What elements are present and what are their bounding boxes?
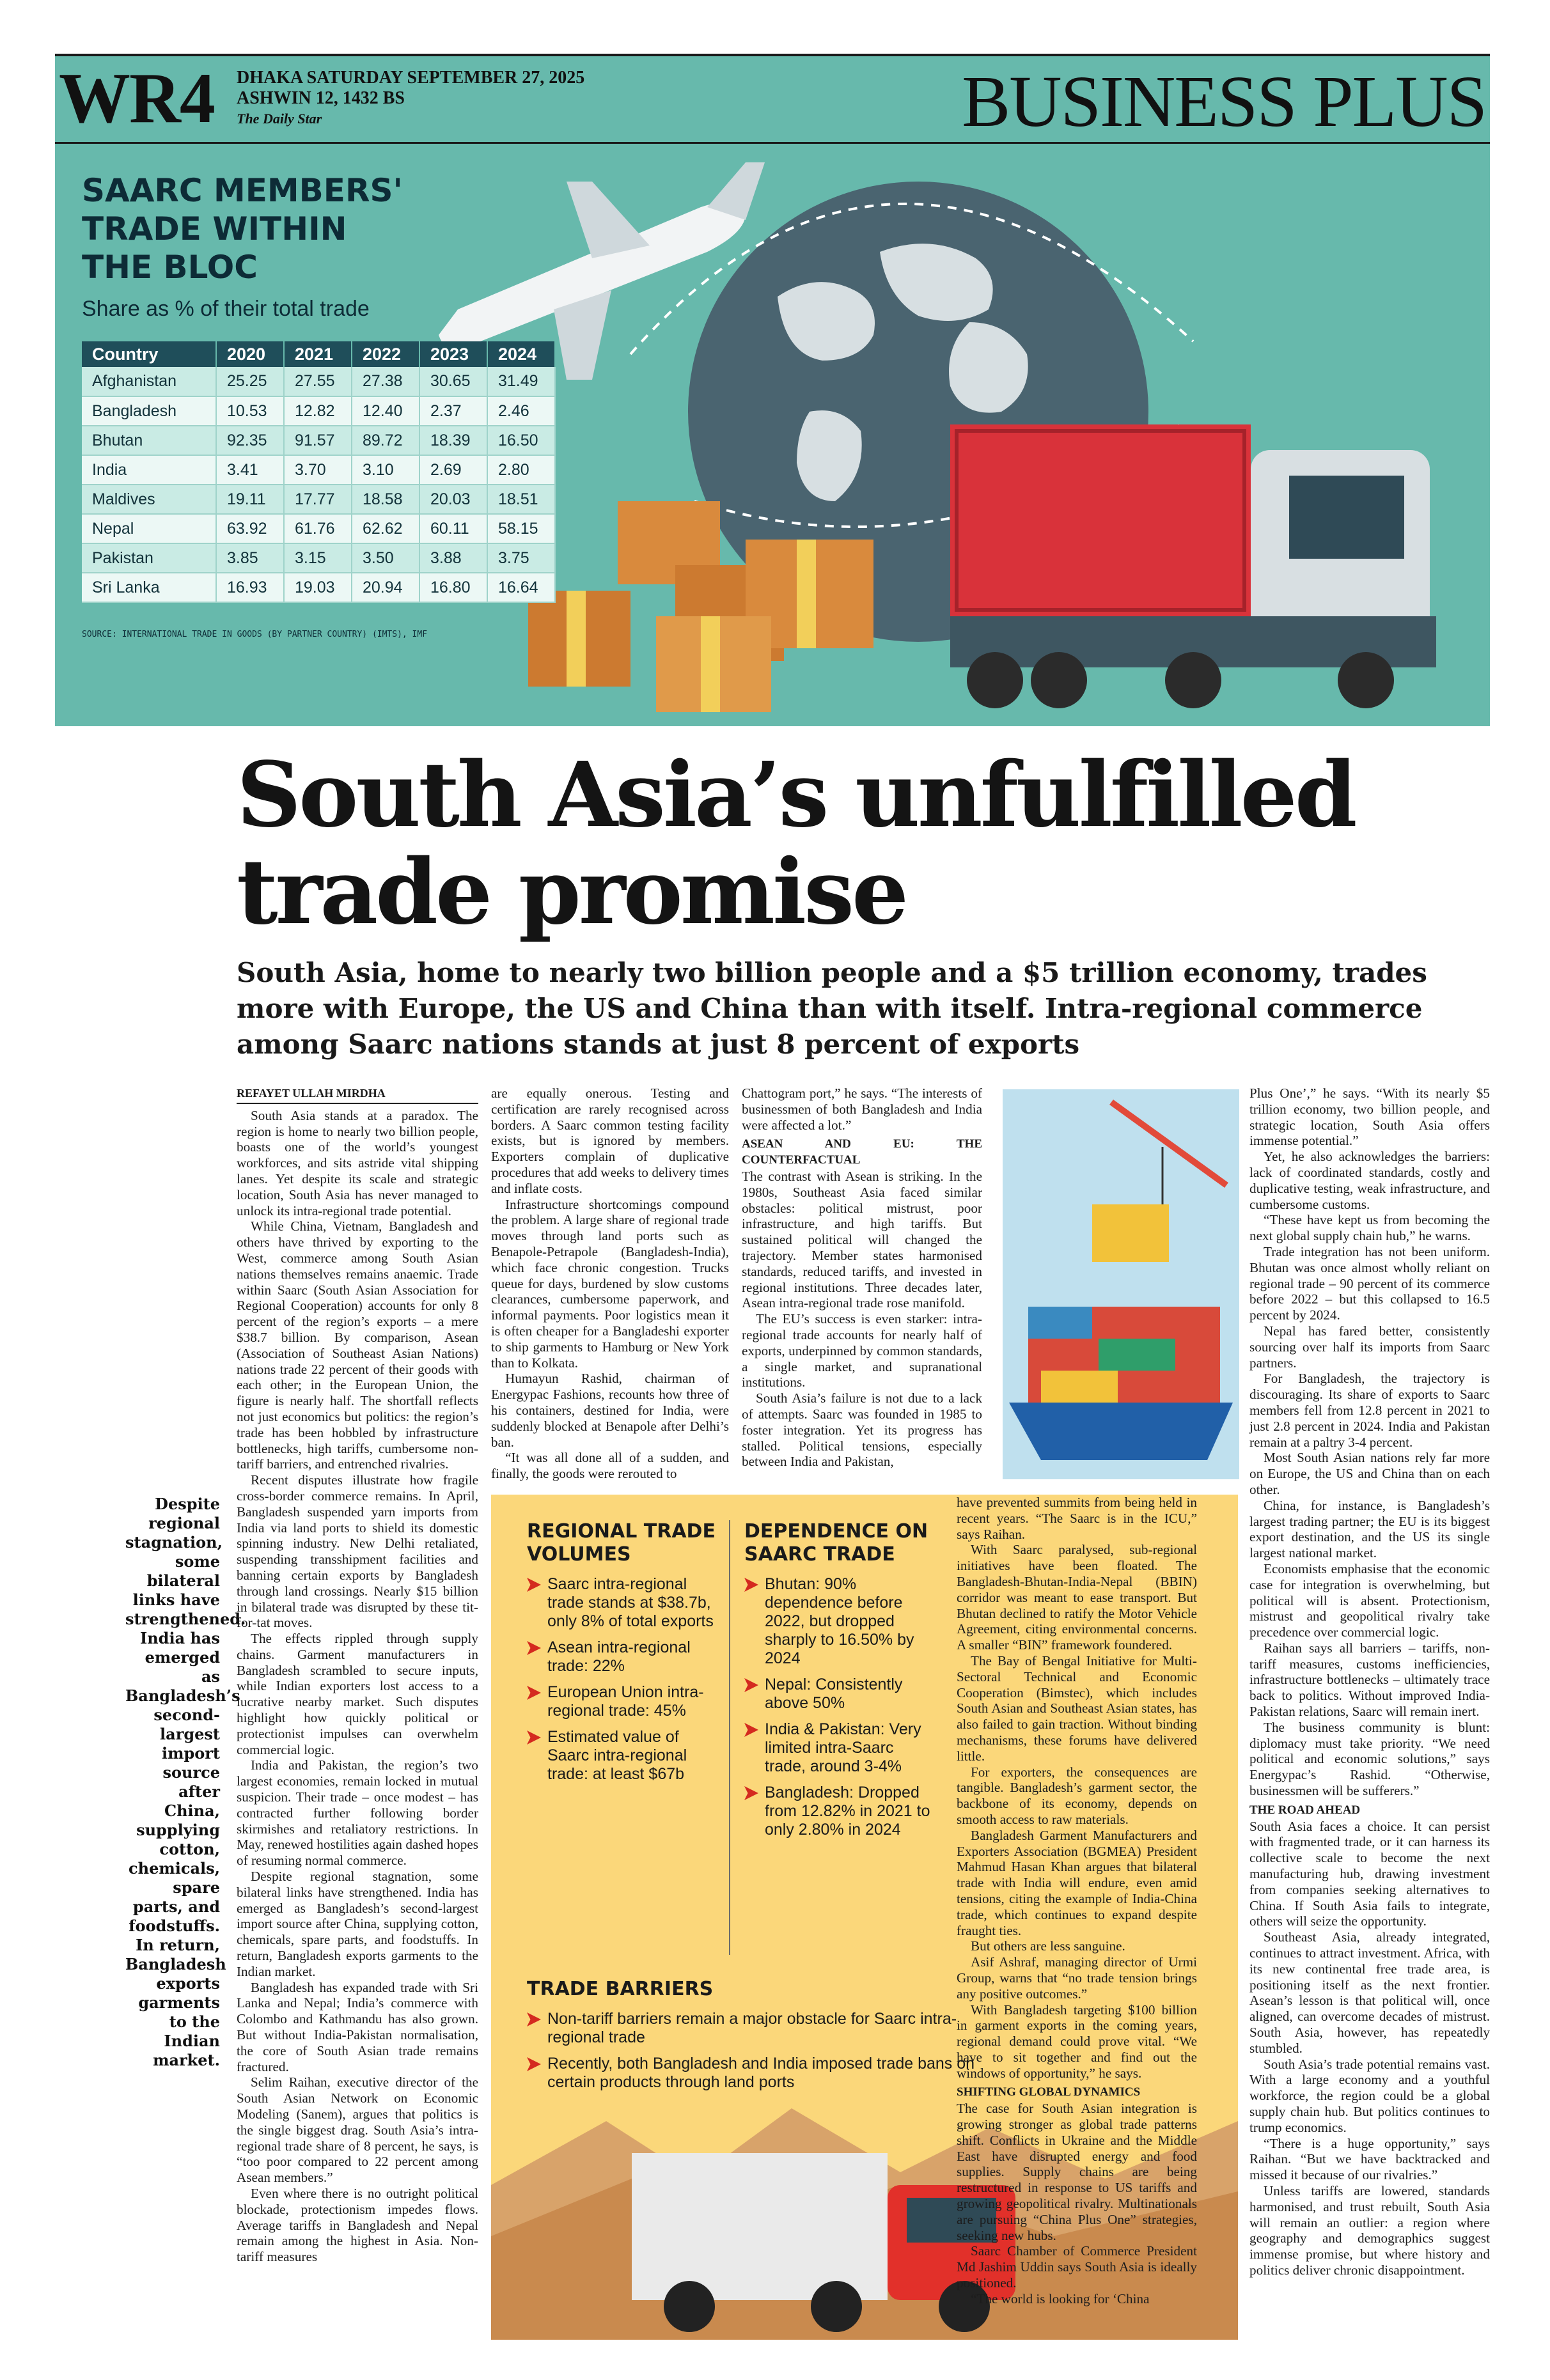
paragraph: Southeast Asia, already integrated, continues to attract investment. Africa, with its new continental free trade area, is positioning itself as the next frontier. Asean’s lesson is that political will, once aligned, can overcome decades of mistrust. South Asia, however, has repeatedly stumbled. (1249, 1929, 1490, 2056)
truck-icon (950, 424, 1436, 708)
paragraph: “There is a huge opportunity,” says Raihan. “But we have backtracked and missed it because of our rivalries.” (1249, 2135, 1490, 2183)
table-cell: 16.93 (216, 573, 284, 602)
list-item-text: Saarc intra-regional trade stands at $38.7b, only 8% of total exports (547, 1575, 714, 1630)
divider (729, 1520, 730, 1955)
paper-name: The Daily Star (237, 111, 322, 127)
paragraph: The case for South Asian integration is growing stronger as global trade patterns shift. Conflicts in Ukraine and the Middle East have disrupted energy and food supplies. Supply chains are being restructured in response to US tariffs and growing geopolitical rivalry. Multinationals are pursuing “China Plus One” strategies, seeking new hubs. (957, 2101, 1197, 2243)
list-item (527, 1638, 719, 1676)
arrow-icon (527, 1686, 541, 1700)
table-cell: 2.46 (487, 396, 555, 426)
article-headline: South Asia’s unfulfilled trade promise (237, 743, 1355, 945)
paragraph: For exporters, the consequences are tangible. Bangladesh’s garment sector, the backbone of its economy, depends on smooth access to raw materials. (957, 1764, 1197, 1827)
column-header: 2024 (487, 341, 555, 367)
table-row (82, 455, 555, 485)
table-cell: 25.25 (216, 367, 284, 396)
section-title: BUSINESS PLUS (962, 61, 1486, 142)
paragraph: Recent disputes illustrate how fragile cross-border commerce remains. In April, Bangladesh suspended yarn imports from India via land ports to shield its domestic spinning industry. New Delhi retaliated, suspending transshipment facilities and banning certain exports by Bangladesh through land crossings. Nearly $15 billion in bilateral trade was disrupted by these tit-for-tat moves. (237, 1472, 478, 1631)
paragraph: The effects rippled through supply chains. Garment manufacturers in Bangladesh scrambled to secure inputs, while Indian exporters lost access to a lucrative nearby market. Such disputes highlight how quickly political or protectionist impulses can overwhelm commercial logic. (237, 1631, 478, 1757)
paragraph: The business community is blunt: diplomacy must take priority. “We need political and economic solutions,” says Energypac’s Rashid. “Otherwise, businessmen will be sufferers.” (1249, 1719, 1490, 1799)
paragraph: Nepal has fared better, consistently sourcing over half its imports from Saarc partners. (1249, 1323, 1490, 1371)
paragraph: Plus One’,” he says. “With its nearly $5 trillion economy, two billion people, and strategic location, South Asia offers immense potential.” (1249, 1085, 1490, 1149)
paragraph: Bangladesh Garment Manufacturers and Exporters Association (BGMEA) President Mahmud Hasan Khan argues that bilateral trade with India will endure, even amid tensions, citing the example of India-China trade, which continues to expand despite fraught ties. (957, 1827, 1197, 1938)
table-cell: 20.03 (419, 485, 487, 514)
masthead-rule-bottom (55, 142, 1490, 144)
paragraph: With Bangladesh targeting $100 billion in garment exports in the coming years, regional demand could prove vital. “We have to sit together and find out the windows of opportunity,” he says. (957, 2002, 1197, 2081)
paragraph: For Bangladesh, the trajectory is discouraging. Its share of exports to Saarc members fell from 12.8 percent in 2021 to just 2.8 percent in 2024. India and Pakistan remain at a paltry 3-4 percent. (1249, 1371, 1490, 1450)
paragraph: The contrast with Asean is striking. In the 1980s, Southeast Asia faced similar obstacles: political mistrust, poor infrastructure, and high tariffs. But sustained political will changed the trajectory. Member states harmonised standards, reduced tariffs, and invested in regional institutions. Three decades later, Asean intra-regional trade rose manifold. (742, 1168, 982, 1311)
table-cell: 12.82 (284, 396, 352, 426)
table-title: SAARC MEMBERS' TRADE WITHIN THE BLOC (82, 172, 403, 286)
table-cell: Pakistan (82, 543, 216, 573)
dependence-title: DEPENDENCE ON SAARC TRADE (744, 1520, 928, 1566)
byline: REFAYET ULLAH MIRDHA (237, 1085, 478, 1104)
paragraph: Infrastructure shortcomings compound the problem. A large share of regional trade moves through land ports such as Benapole-Petrapole (Bangladesh-India), which face chronic congestion. Trucks queue for days, burdened by slow customs clearances, cumbersome paperwork, and informal payments. Poor logistics mean it is often cheaper for a Bangladeshi exporter to ship garments to Hamburg or New York than to Kolkata. (491, 1196, 729, 1371)
paragraph: But others are less sanguine. (971, 1938, 1125, 1954)
table-cell: 16.50 (487, 426, 555, 455)
paragraph: “The world is looking for ‘China (971, 2291, 1150, 2306)
paragraph: Economists emphasise that the economic case for integration is overwhelming, but political will is absent. Protectionism, mistrust and geopolitical rivalry take precedence over commercial logic. (1249, 1560, 1490, 1640)
table-cell: 3.85 (216, 543, 284, 573)
body-column-3 (742, 1085, 982, 1470)
table-cell: 16.64 (487, 573, 555, 602)
list-item-text: Bhutan: 90% dependence before 2022, but dropped sharply to 16.50% by 2024 (765, 1575, 914, 1667)
table-row (82, 426, 555, 455)
table-cell: 3.70 (284, 455, 352, 485)
table-cell: 89.72 (352, 426, 419, 455)
arrow-icon (527, 1731, 541, 1745)
list-item-text: Bangladesh: Dropped from 12.82% in 2021 to only 2.80% in 2024 (765, 1784, 930, 1839)
table-cell: 3.88 (419, 543, 487, 573)
table-cell: 18.39 (419, 426, 487, 455)
table-cell: 18.51 (487, 485, 555, 514)
saarc-trade-table (82, 341, 556, 603)
table-cell: 63.92 (216, 514, 284, 543)
paragraph: Chattogram port,” he says. “The interests of businessmen of both Bangladesh and India were affected a lot.” (742, 1085, 982, 1133)
paragraph: With Saarc paralysed, sub-regional initiatives have been floated. The Bangladesh-Bhutan-India-Nepal (BBIN) corridor was meant to ease transport. But Bhutan declined to ratify the Motor Vehicle Agreement, citing environmental concerns. A smaller “BIN” framework foundered. (957, 1542, 1197, 1653)
body-column-2 (491, 1085, 729, 1482)
table-row (82, 514, 555, 543)
table-cell: 2.80 (487, 455, 555, 485)
paragraph: South Asia’s trade potential remains vast. With a large economy and a youthful workforce, the region could be a global supply chain hub. But politics continues to trump economics. (1249, 2056, 1490, 2135)
arrow-icon (744, 1786, 758, 1800)
paragraph: have prevented summits from being held in recent years. “The Saarc is in the ICU,” says Raihan. (957, 1495, 1197, 1542)
table-cell: 60.11 (419, 514, 487, 543)
table-cell: 10.53 (216, 396, 284, 426)
paragraph: Humayun Rashid, chairman of Energypac Fashions, recounts how three of his containers, destined for India, were suddenly blocked at Benapole after Delhi’s ban. (491, 1371, 729, 1450)
list-item (744, 1676, 936, 1713)
article-standfirst: South Asia, home to nearly two billion people and a $5 trillion economy, trades more with Europe, the US and China than with itself. Intra-regional commerce among Saarc nations stands at just 8 percent of exports (237, 957, 1427, 1060)
column-header: 2023 (419, 341, 487, 367)
table-cell: 2.37 (419, 396, 487, 426)
regional-title: REGIONAL TRADE VOLUMES (527, 1520, 716, 1566)
table-cell: 3.10 (352, 455, 419, 485)
paragraph: Even where there is no outright political blockade, protectionism impedes flows. Average tariffs in Bangladesh and Nepal remain among the highest in Asia. Non-tariff measures (237, 2185, 478, 2265)
paragraph: Unless tariffs are lowered, standards harmonised, and trust rebuilt, South Asia will remain an outlier: a region where geography and demographics suggest immense promise, but where history and politics deliver chronic disappointment. (1249, 2182, 1490, 2278)
paragraph: Selim Raihan, executive director of the South Asian Network on Economic Modeling (Sanem), argues that politics is the single biggest drag. South Asia’s intra-regional trade share of 8 percent, he says, is “too poor compared to 22 percent among Asean members.” (237, 2074, 478, 2186)
table-cell: 2.69 (419, 455, 487, 485)
paragraph: South Asia’s failure is not due to a lack of attempts. Saarc was founded in 1985 to foster integration. Yet its progress has stalled. Political tensions, especially between India and Pakistan, (742, 1390, 982, 1470)
arrow-icon (744, 1723, 758, 1737)
list-item (527, 1575, 719, 1631)
subhead-asean: ASEAN AND EU: THE COUNTERFACTUAL (742, 1137, 982, 1167)
paragraph: Despite regional stagnation, some bilateral links have strengthened. India has emerged as Bangladesh’s second-largest import source after China, supplying cotton, chemicals, spare parts, and foodstuffs. In return, Bangladesh exports garments to the Indian market. (237, 1869, 478, 1979)
paragraph: “It was all done all of a sudden, and finally, the goods were rerouted to (491, 1450, 729, 1482)
table-cell: 27.38 (352, 367, 419, 396)
arrow-icon (744, 1678, 758, 1692)
table-cell: Nepal (82, 514, 216, 543)
arrow-icon (744, 1578, 758, 1592)
barriers-title: TRADE BARRIERS (527, 1978, 714, 2000)
table-row (82, 367, 555, 396)
trade-barriers-section (527, 1978, 987, 2099)
paragraph: Bangladesh has expanded trade with Sri Lanka and Nepal; India’s commerce with Colombo and Kathmandu has also grown. But without India-Pakistan normalisation, the core of South Asian trade remains fractured. (237, 1979, 478, 2074)
subhead-road-ahead: THE ROAD AHEAD (1249, 1803, 1361, 1817)
body-column-1 (237, 1085, 478, 2265)
column-header: Country (82, 341, 216, 367)
column-header: 2021 (284, 341, 352, 367)
paragraph: Raihan says all barriers – tariffs, non-tariff measures, customs inefficiencies, infrastructure bottlenecks – ultimately trace back to politics. Without improved India-Pakistan relations, Saarc will remain inert. (1249, 1640, 1490, 1720)
table-row (82, 543, 555, 573)
date-line: DHAKA SATURDAY SEPTEMBER 27, 2025 (237, 68, 585, 88)
regional-trade-section (527, 1520, 719, 1791)
body-column-3-lower (957, 1495, 1197, 2307)
list-item (744, 1784, 936, 1839)
list-item-text: Recently, both Bangladesh and India imposed trade bans on certain products through land ports (547, 2055, 975, 2091)
cargo-ship-illustration (1003, 1089, 1239, 1479)
list-item-text: India & Pakistan: Very limited intra-Saarc trade, around 3-4% (765, 1720, 921, 1775)
table-cell: 18.58 (352, 485, 419, 514)
paragraph: South Asia stands at a paradox. The region is home to nearly two billion people, boasts one of the world’s youngest workforces, and sits astride vital shipping lanes. Yet despite its scale and strategic location, South Asia has never managed to unlock its intra-regional trade potential. (237, 1107, 478, 1218)
column-header: 2020 (216, 341, 284, 367)
paragraph: Saarc Chamber of Commerce President Md Jashim Uddin says South Asia is ideally positioned. (957, 2243, 1197, 2291)
table-cell: Sri Lanka (82, 573, 216, 602)
arrow-icon (527, 2057, 541, 2071)
table-cell: 3.41 (216, 455, 284, 485)
table-cell: 92.35 (216, 426, 284, 455)
table-source: SOURCE: INTERNATIONAL TRADE IN GOODS (BY PARTNER COUNTRY) (IMTS), IMF (82, 630, 428, 639)
table-cell: 12.40 (352, 396, 419, 426)
column-header: 2022 (352, 341, 419, 367)
paragraph: The EU’s success is even starker: intra-regional trade accounts for nearly half of exports, underpinned by common standards, a single market, and supranational institutions. (742, 1311, 982, 1390)
list-item (527, 1728, 719, 1784)
table-cell: 17.77 (284, 485, 352, 514)
arrow-icon (527, 1578, 541, 1592)
paragraph: Most South Asian nations rely far more on Europe, the US and China than on each other. (1249, 1450, 1490, 1497)
table-cell: 91.57 (284, 426, 352, 455)
masthead-rule (55, 54, 1490, 56)
arrow-icon (527, 1641, 541, 1655)
table-cell: 58.15 (487, 514, 555, 543)
table-subtitle: Share as % of their total trade (82, 297, 370, 321)
table-cell: 62.62 (352, 514, 419, 543)
paragraph: The Bay of Bengal Initiative for Multi-Sectoral Technical and Economic Cooperation (Bimstec), which includes South Asian and Southeast Asian states, has also failed to gain traction. Without binding mechanisms, these forums have delivered little. (957, 1653, 1197, 1764)
table-cell: Maldives (82, 485, 216, 514)
table-row (82, 485, 555, 514)
list-item-text: Estimated value of Saarc intra-regional trade: at least $67b (547, 1728, 687, 1783)
table-cell: Bhutan (82, 426, 216, 455)
list-item (744, 1720, 936, 1776)
arrow-icon (527, 2012, 541, 2026)
table-row (82, 573, 555, 602)
list-item (527, 2010, 987, 2047)
table-cell: 31.49 (487, 367, 555, 396)
paragraph: Asif Ashraf, managing director of Urmi Group, warns that “no trade tension brings any positive outcomes.” (957, 1954, 1197, 2002)
table-cell: 27.55 (284, 367, 352, 396)
paragraph: Yet, he also acknowledges the barriers: lack of coordinated standards, costly and duplicative testing, weak infrastructure, and cumbersome customs. (1249, 1149, 1490, 1212)
pull-quote: Despite regional stagnation, some bilateral links have strengthened. India has emerged as Bangladesh’s second-largest import source after China, supplying cotton, chemicals, spare parts, and foodstuffs. In return, Bangladesh exports garments to the Indian market. (125, 1495, 246, 2069)
table-cell: 19.11 (216, 485, 284, 514)
list-item (527, 1683, 719, 1720)
table-cell: 20.94 (352, 573, 419, 602)
list-item-text: Non-tariff barriers remain a major obstacle for Saarc intra-regional trade (547, 2010, 957, 2046)
paragraph: India and Pakistan, the region’s two largest economies, remain locked in mutual suspicion. Their trade – once modest – has contracted further following border skirmishes and retaliatory restrictions. In May, renewed hostilities again dashed hopes of resuming normal commerce. (237, 1757, 478, 1869)
paragraph: “These have kept us from becoming the next global supply chain hub,” he warns. (1249, 1212, 1490, 1244)
truck-container-icon (632, 2153, 888, 2300)
bengali-date: ASHWIN 12, 1432 BS (237, 88, 405, 108)
table-cell: 3.50 (352, 543, 419, 573)
table-cell: 30.65 (419, 367, 487, 396)
table-cell: 19.03 (284, 573, 352, 602)
paragraph: Trade integration has not been uniform. Bhutan was once almost wholly reliant on regional trade – 90 percent of its commerce before 2022 – but this collapsed to 16.5 percent by 2024. (1249, 1243, 1490, 1323)
list-item-text: European Union intra-regional trade: 45% (547, 1683, 704, 1720)
paragraph: South Asia faces a choice. It can persist with fragmented trade, or it can harness its collective scale to become the next manufacturing hub, drawing investment from companies seeking alternatives to China. If South Asia fails to integrate, others will seize the opportunity. (1249, 1818, 1490, 1929)
table-row (82, 396, 555, 426)
list-item-text: Asean intra-regional trade: 22% (547, 1638, 691, 1675)
page-number: WR4 (59, 59, 214, 138)
container-icon (1092, 1204, 1169, 1262)
table-cell: 16.80 (419, 573, 487, 602)
dateline (237, 68, 584, 129)
list-item (744, 1575, 936, 1668)
ship-hull-icon (1009, 1403, 1233, 1460)
body-column-4 (1249, 1085, 1490, 2278)
hero-banner (55, 54, 1490, 726)
paragraph: are equally onerous. Testing and certification are rarely recognised across borders. A Saarc common testing facility exists, but is ignored by members. Exporters complain of duplicative procedures that add weeks to delivery times and inflate costs. (491, 1085, 729, 1196)
dependence-section (744, 1520, 936, 1847)
subhead-shifting: SHIFTING GLOBAL DYNAMICS (957, 2085, 1141, 2099)
table-cell: 61.76 (284, 514, 352, 543)
table-cell: Afghanistan (82, 367, 216, 396)
paragraph: China, for instance, is Bangladesh’s largest trading partner; the EU is its biggest export destination, and the US its single largest national market. (1249, 1497, 1490, 1561)
list-item-text: Nepal: Consistently above 50% (765, 1676, 903, 1712)
table-cell: 3.75 (487, 543, 555, 573)
table-cell: 3.15 (284, 543, 352, 573)
paragraph: While China, Vietnam, Bangladesh and others have thrived by exporting to the West, commerce among South Asian nations themselves remains anaemic. Trade within Saarc (South Asian Association for Regional Cooperation) accounts for only 8 percent of the region’s exports – a mere $38.7 billion. By comparison, Asean (Association of Southeast Asian Nations) nations trade 22 percent of their goods with each other; in the European Union, the figure is nearly half. The shortfall reflects not just economics but politics: the region’s trade has been hobbled by infrastructure bottlenecks, high tariffs, cumbersome non-tariff barriers, and entrenched rivalries. (237, 1218, 478, 1472)
table-header-row (82, 341, 555, 367)
table-cell: India (82, 455, 216, 485)
table-cell: Bangladesh (82, 396, 216, 426)
